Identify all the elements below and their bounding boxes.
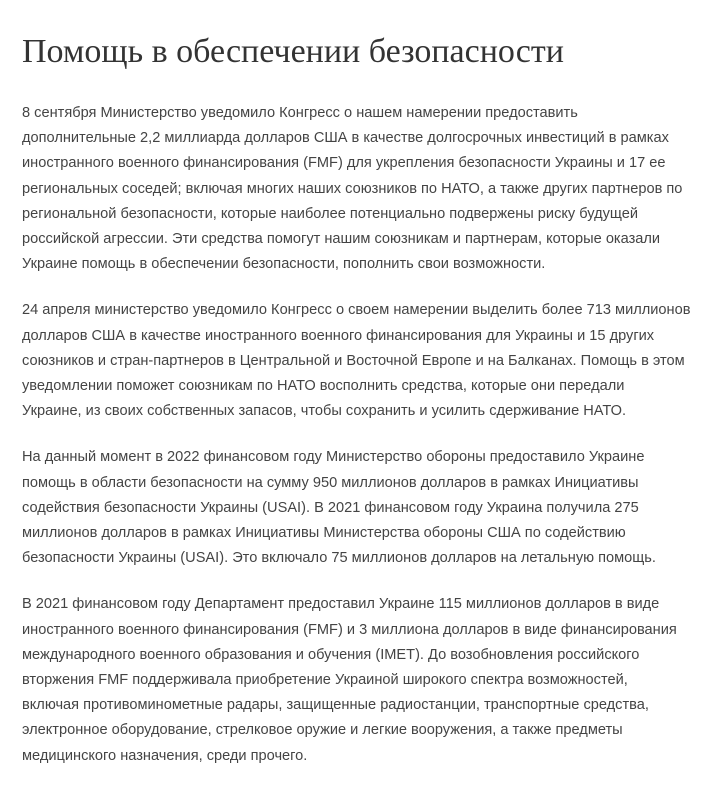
paragraph-september-notification [22,101,712,277]
paragraph-line: В 2021 финансовом году Департамент предоставил Украине 115 миллионов долларов в виде [22,596,660,613]
paragraph-usai-funding [22,445,712,571]
paragraph-line: На данный момент в 2022 финансовом году Министерство обороны предоставило Украине [22,449,645,466]
paragraph-line: уведомлении поможет союзникам по НАТО восполнить средства, которые они передали [22,378,625,395]
paragraph-line: Украине помощь в обеспечении безопасности, пополнить свои возможности. [22,256,546,273]
paragraph-april-notification [22,298,712,424]
paragraph-line: иностранного военного финансирования (FMF) для укрепления безопасности Украины и 17 ее [22,155,666,172]
paragraph-fmf-imet-2021 [22,592,712,768]
paragraph-line: электронное оборудование, стрелковое оружие и легкие вооружения, а также предметы [22,722,623,739]
paragraph-line: региональных соседей; включая многих наших союзников по НАТО, а также других партнеров по [22,180,683,197]
paragraph-line: вторжения FMF поддерживала приобретение Украиной широкого спектра возможностей, [22,672,628,689]
paragraph-line: помощь в области безопасности на сумму 950 миллионов долларов в рамках Инициативы [22,474,639,491]
paragraph-line: безопасности Украины (USAI). Это включало 75 миллионов долларов на летальную помощь. [22,550,656,567]
paragraph-line: миллионов долларов в рамках Инициативы Министерства обороны США по содействию [22,525,626,542]
paragraph-line: иностранного военного финансирования (FMF) и 3 миллиона долларов в виде финансирования [22,621,677,638]
page-title: Помощь в обеспечении безопасности [22,33,564,70]
paragraph-line: Украине, из своих собственных запасов, чтобы сохранить и усилить сдерживание НАТО. [22,403,627,420]
paragraph-line: долларов США в качестве иностранного военного финансирования для Украины и 15 других [22,327,655,344]
paragraph-line: медицинского назначения, среди прочего. [22,747,308,764]
paragraph-line: 24 апреля министерство уведомило Конгресс о своем намерении выделить более 713 миллионов [22,302,691,319]
paragraph-line: включая противоминометные радары, защищенные радиостанции, транспортные средства, [22,697,649,714]
paragraph-line: международного военного образования и обучения (IMET). До возобновления российского [22,646,640,663]
article [22,28,712,790]
paragraph-line: союзников и стран-партнеров в Центральной и Восточной Европе и на Балканах. Помощь в этом [22,352,685,369]
paragraph-line: дополнительные 2,2 миллиарда долларов США в качестве долгосрочных инвестиций в рамках [22,130,669,147]
paragraph-line: российской агрессии. Эти средства помогут нашим союзникам и партнерам, которые оказали [22,231,661,248]
paragraph-line: региональной безопасности, которые наиболее потенциально подвержены риску будущей [22,205,639,222]
paragraph-line: 8 сентября Министерство уведомило Конгресс о нашем намерении предоставить [22,105,578,121]
paragraph-line: содействия безопасности Украины (USAI). В 2021 финансовом году Украина получила 275 [22,499,639,516]
